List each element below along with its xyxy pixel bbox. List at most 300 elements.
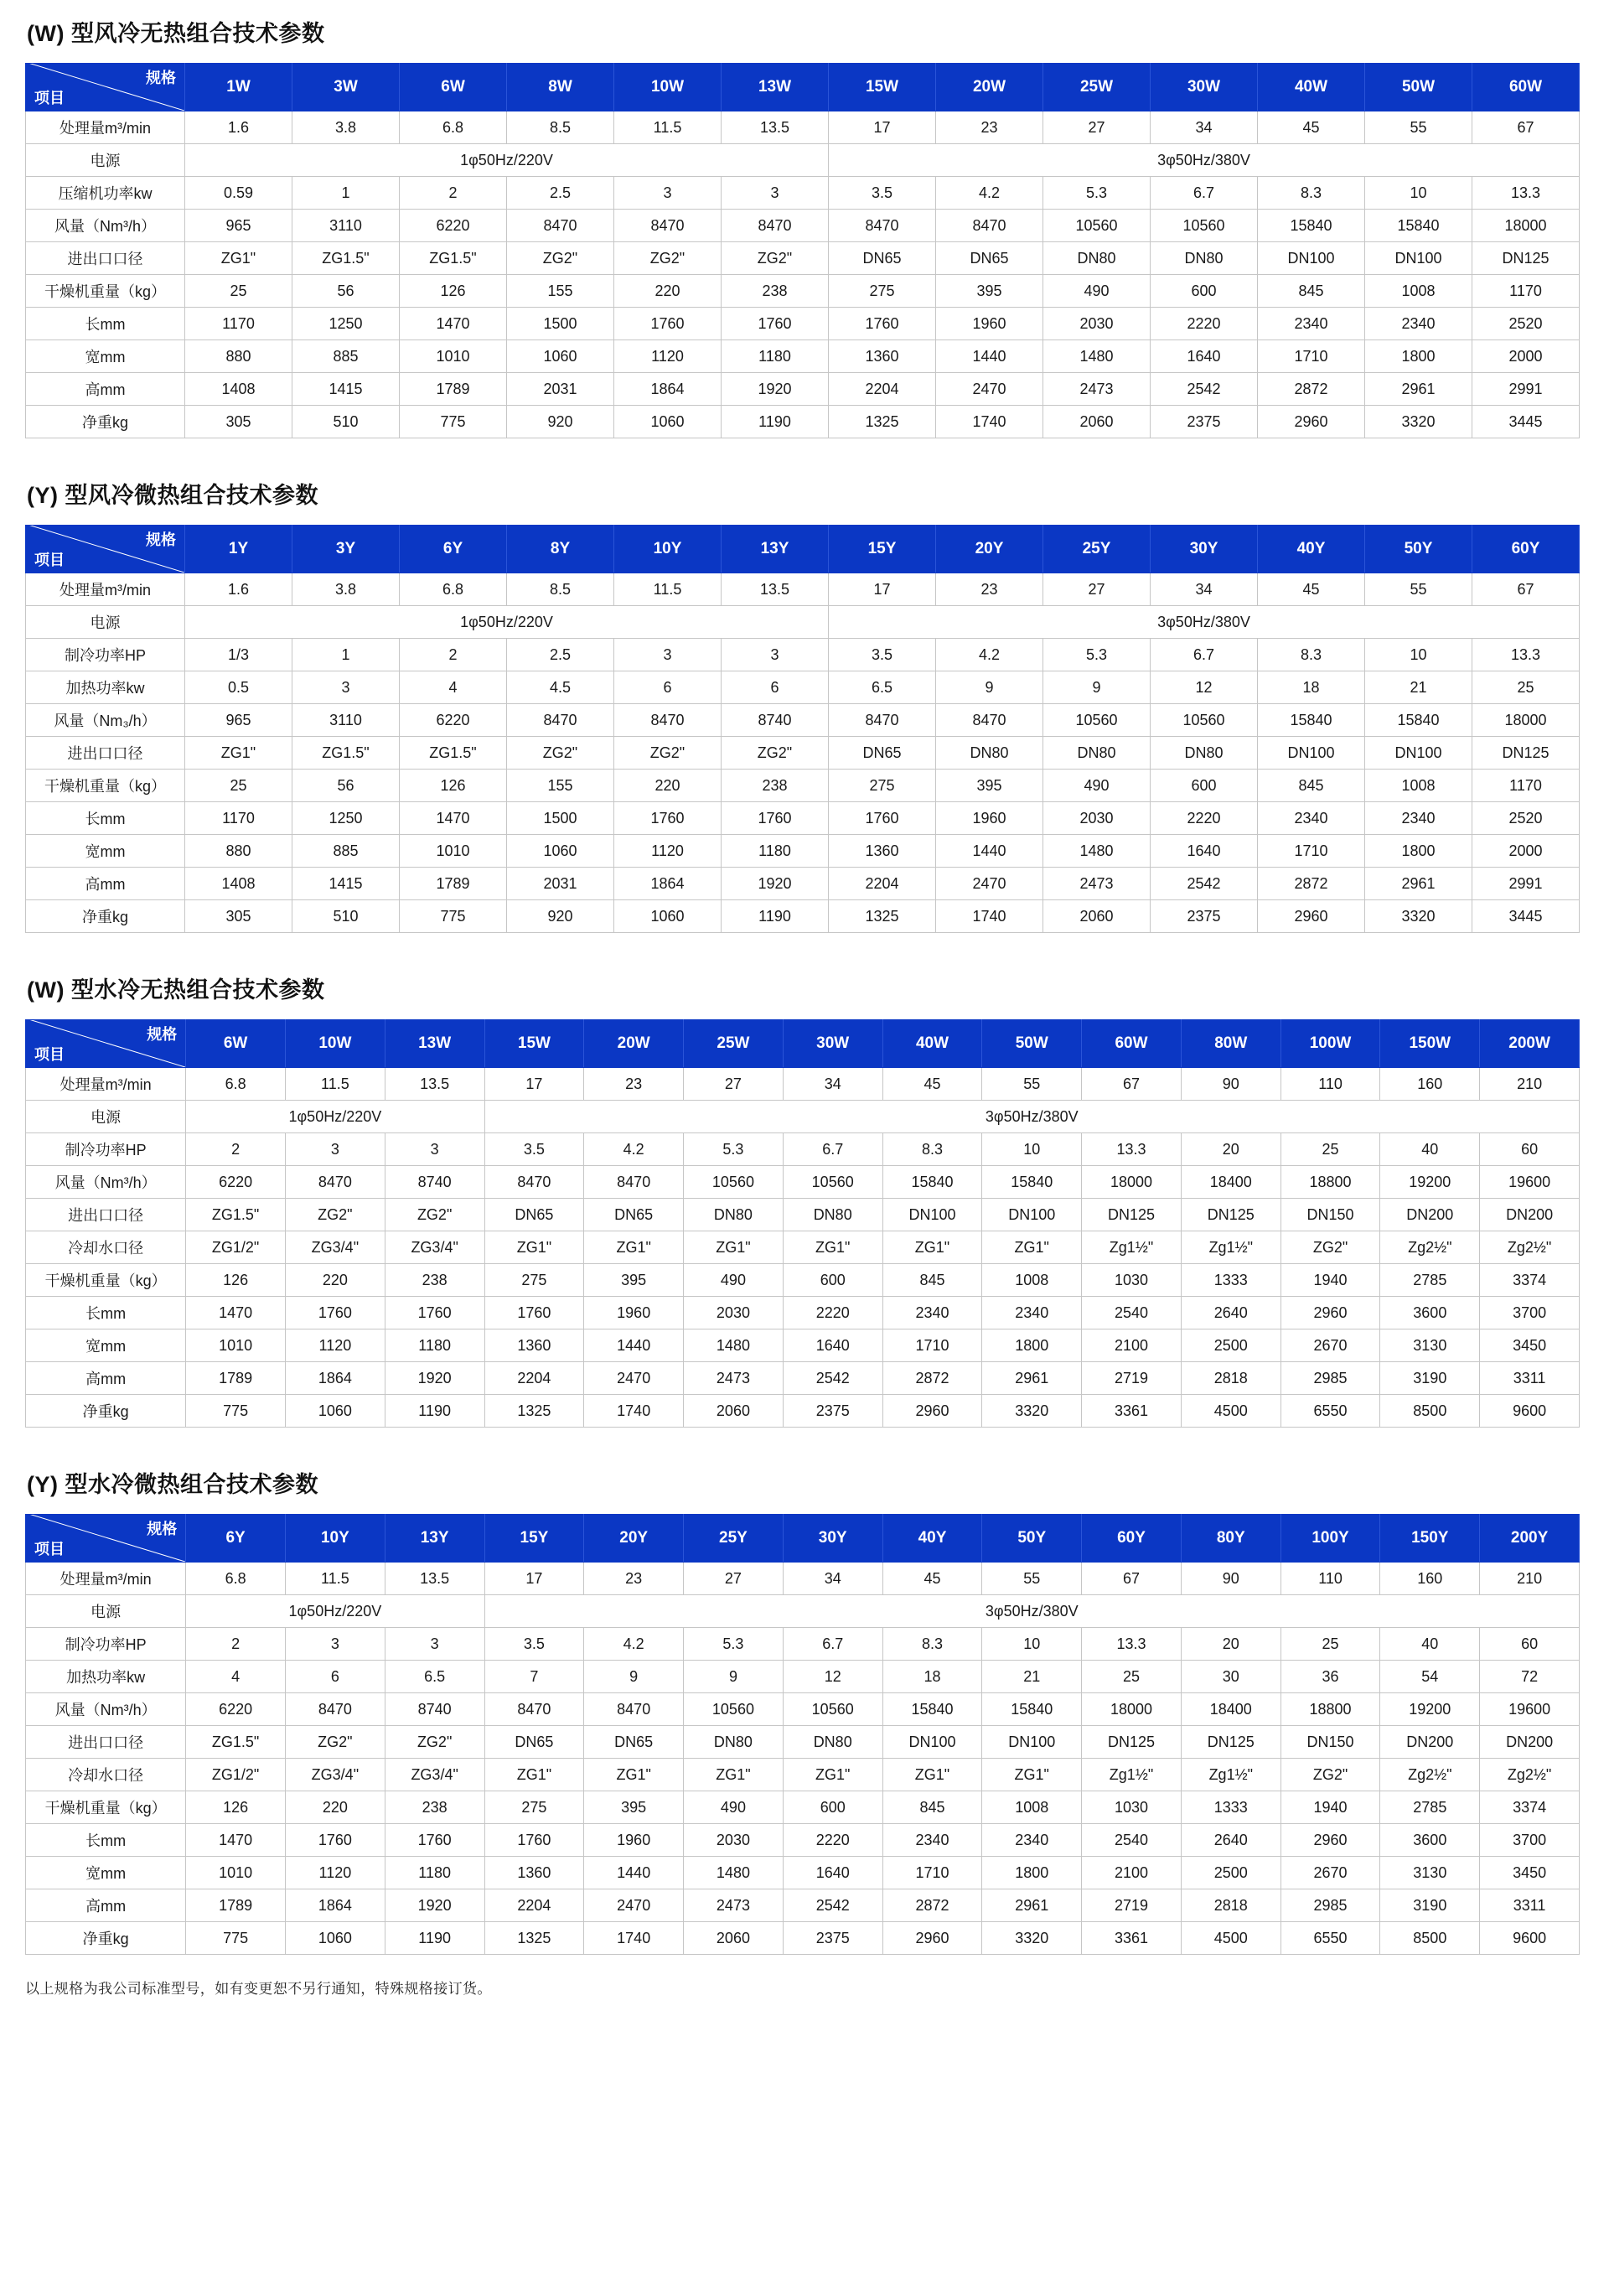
data-cell: 2540 bbox=[1082, 1297, 1182, 1329]
data-cell: 25 bbox=[185, 770, 292, 802]
data-cell: 2818 bbox=[1181, 1889, 1280, 1922]
data-cell: 1864 bbox=[286, 1362, 385, 1395]
row-label: 处理量m³/min bbox=[26, 1563, 186, 1595]
data-cell: 1480 bbox=[1043, 835, 1151, 868]
data-cell: 3374 bbox=[1480, 1791, 1580, 1824]
table-row bbox=[26, 308, 1580, 340]
data-cell: 1500 bbox=[507, 802, 614, 835]
model-header-cell: 40Y bbox=[1258, 526, 1365, 573]
data-cell: 1760 bbox=[829, 308, 936, 340]
model-header-cell: 15W bbox=[484, 1020, 584, 1068]
table-row bbox=[26, 835, 1580, 868]
data-cell: 56 bbox=[292, 275, 400, 308]
data-cell: 1920 bbox=[722, 868, 829, 900]
data-cell: 13.5 bbox=[385, 1068, 484, 1101]
data-cell: Zg2½" bbox=[1480, 1759, 1580, 1791]
row-label: 制冷功率HP bbox=[26, 1133, 186, 1166]
data-cell: 15840 bbox=[882, 1693, 982, 1726]
table-row bbox=[26, 1101, 1580, 1133]
corner-spec-label: 规格 bbox=[146, 70, 176, 86]
corner-spec-label: 规格 bbox=[147, 1521, 178, 1537]
data-cell: 1360 bbox=[829, 835, 936, 868]
table-header-row bbox=[26, 64, 1580, 111]
row-label: 电源 bbox=[26, 606, 185, 639]
data-cell: 1760 bbox=[722, 308, 829, 340]
data-cell: 1760 bbox=[722, 802, 829, 835]
table-row bbox=[26, 737, 1580, 770]
data-cell: 880 bbox=[185, 340, 292, 373]
data-cell: 8470 bbox=[936, 210, 1043, 242]
data-cell: 13.3 bbox=[1082, 1628, 1182, 1661]
data-cell: 965 bbox=[185, 210, 292, 242]
corner-spec-label: 规格 bbox=[146, 531, 176, 548]
data-cell: 4 bbox=[186, 1661, 286, 1693]
data-cell: 2985 bbox=[1280, 1889, 1380, 1922]
data-cell: 40 bbox=[1380, 1133, 1480, 1166]
data-cell: 21 bbox=[982, 1661, 1082, 1693]
data-cell: 2670 bbox=[1280, 1329, 1380, 1362]
model-header-cell: 15W bbox=[829, 64, 936, 111]
data-cell: 5.3 bbox=[1043, 639, 1151, 671]
data-cell: 1920 bbox=[722, 373, 829, 406]
data-cell: 880 bbox=[185, 835, 292, 868]
data-cell: 2473 bbox=[1043, 868, 1151, 900]
data-cell: 8470 bbox=[829, 210, 936, 242]
data-cell: 1760 bbox=[614, 802, 722, 835]
data-cell: 1120 bbox=[614, 340, 722, 373]
data-cell: 1760 bbox=[614, 308, 722, 340]
data-cell: 490 bbox=[684, 1791, 784, 1824]
data-cell: DN150 bbox=[1280, 1726, 1380, 1759]
footnote: 以上规格为我公司标准型号，如有变更恕不另行通知，特殊规格接订货。 bbox=[25, 1981, 492, 1997]
row-label: 进出口口径 bbox=[26, 1726, 186, 1759]
data-cell: 220 bbox=[286, 1791, 385, 1824]
data-cell: 210 bbox=[1480, 1563, 1580, 1595]
data-cell: 2340 bbox=[1365, 802, 1472, 835]
data-cell: 1008 bbox=[982, 1264, 1082, 1297]
data-cell: 13.5 bbox=[722, 573, 829, 606]
data-cell: 10 bbox=[1365, 177, 1472, 210]
row-label: 宽mm bbox=[26, 835, 185, 868]
model-header-cell: 20W bbox=[584, 1020, 684, 1068]
data-cell: DN125 bbox=[1082, 1726, 1182, 1759]
spec-sections bbox=[25, 15, 1575, 1955]
data-cell: 54 bbox=[1380, 1661, 1480, 1693]
header-corner-cell bbox=[26, 1020, 186, 1068]
data-cell: 2204 bbox=[484, 1889, 584, 1922]
spec-table bbox=[25, 1514, 1580, 1955]
data-cell: 10560 bbox=[684, 1166, 784, 1199]
table-row bbox=[26, 1693, 1580, 1726]
data-cell: 19200 bbox=[1380, 1693, 1480, 1726]
data-cell: 1325 bbox=[829, 406, 936, 438]
spec-section bbox=[25, 972, 1575, 1428]
data-cell: DN65 bbox=[484, 1726, 584, 1759]
data-cell: 30 bbox=[1181, 1661, 1280, 1693]
data-cell: 2031 bbox=[507, 373, 614, 406]
section-title: (Y) 型风冷微热组合技术参数 bbox=[27, 483, 318, 508]
data-cell: ZG3/4" bbox=[385, 1759, 484, 1791]
data-cell: 2872 bbox=[882, 1889, 982, 1922]
data-cell: 3361 bbox=[1082, 1922, 1182, 1955]
data-cell: DN100 bbox=[1258, 737, 1365, 770]
data-cell: DN65 bbox=[829, 242, 936, 275]
data-cell: 2542 bbox=[783, 1889, 882, 1922]
data-cell: 3110 bbox=[292, 210, 400, 242]
table-row bbox=[26, 1068, 1580, 1101]
table-row bbox=[26, 373, 1580, 406]
data-cell: 1030 bbox=[1082, 1264, 1182, 1297]
table-row bbox=[26, 1889, 1580, 1922]
data-cell: 8470 bbox=[484, 1166, 584, 1199]
data-cell: 60 bbox=[1480, 1133, 1580, 1166]
data-cell: 25 bbox=[1280, 1133, 1380, 1166]
data-cell: 25 bbox=[1280, 1628, 1380, 1661]
data-cell: ZG1" bbox=[584, 1759, 684, 1791]
data-cell: 4.2 bbox=[584, 1133, 684, 1166]
data-cell: 2340 bbox=[882, 1297, 982, 1329]
data-cell: 36 bbox=[1280, 1661, 1380, 1693]
data-cell: 2872 bbox=[1258, 868, 1365, 900]
data-cell: 126 bbox=[186, 1791, 286, 1824]
data-cell: 238 bbox=[385, 1791, 484, 1824]
data-cell: 3445 bbox=[1472, 406, 1580, 438]
row-label: 冷却水口径 bbox=[26, 1759, 186, 1791]
data-cell: 2960 bbox=[882, 1395, 982, 1428]
data-cell: 1500 bbox=[507, 308, 614, 340]
data-cell: 1010 bbox=[186, 1329, 286, 1362]
data-cell: 3700 bbox=[1480, 1824, 1580, 1857]
data-cell: 1740 bbox=[584, 1922, 684, 1955]
data-cell: 8470 bbox=[286, 1693, 385, 1726]
data-cell: 3 bbox=[385, 1628, 484, 1661]
data-cell: 15840 bbox=[882, 1166, 982, 1199]
data-cell: 2220 bbox=[783, 1297, 882, 1329]
data-cell: ZG1" bbox=[684, 1759, 784, 1791]
data-cell: 3.8 bbox=[292, 573, 400, 606]
data-cell: 2991 bbox=[1472, 868, 1580, 900]
data-cell: DN200 bbox=[1380, 1199, 1480, 1231]
data-cell: 10560 bbox=[783, 1693, 882, 1726]
data-cell: DN80 bbox=[1151, 737, 1258, 770]
data-cell: 1440 bbox=[936, 340, 1043, 373]
data-cell: 6.8 bbox=[400, 111, 507, 144]
data-cell: 238 bbox=[385, 1264, 484, 1297]
data-cell: 1864 bbox=[614, 373, 722, 406]
data-cell: 45 bbox=[1258, 573, 1365, 606]
data-cell: 210 bbox=[1480, 1068, 1580, 1101]
data-cell: 18 bbox=[1258, 671, 1365, 704]
data-cell: 13.5 bbox=[385, 1563, 484, 1595]
data-cell: 395 bbox=[584, 1791, 684, 1824]
data-cell: 920 bbox=[507, 406, 614, 438]
data-cell: DN100 bbox=[882, 1199, 982, 1231]
data-cell: 2.5 bbox=[507, 639, 614, 671]
table-row bbox=[26, 242, 1580, 275]
row-label: 处理量m³/min bbox=[26, 573, 185, 606]
row-label: 净重kg bbox=[26, 1395, 186, 1428]
data-cell: 1010 bbox=[400, 340, 507, 373]
data-cell: 3 bbox=[722, 177, 829, 210]
data-cell: 2542 bbox=[783, 1362, 882, 1395]
data-cell: 2204 bbox=[829, 373, 936, 406]
row-label: 宽mm bbox=[26, 1329, 186, 1362]
data-cell: 1760 bbox=[286, 1297, 385, 1329]
row-label: 压缩机功率kw bbox=[26, 177, 185, 210]
data-cell: DN150 bbox=[1280, 1199, 1380, 1231]
data-cell: 1640 bbox=[1151, 835, 1258, 868]
row-label: 风量（Nm₃/h） bbox=[26, 704, 185, 737]
data-cell: 7 bbox=[484, 1661, 584, 1693]
data-cell: DN65 bbox=[584, 1726, 684, 1759]
data-cell: DN125 bbox=[1472, 737, 1580, 770]
data-cell: DN65 bbox=[829, 737, 936, 770]
data-cell: 775 bbox=[400, 406, 507, 438]
row-label: 电源 bbox=[26, 1101, 186, 1133]
data-cell: 1440 bbox=[584, 1857, 684, 1889]
data-cell: 395 bbox=[936, 275, 1043, 308]
table-row bbox=[26, 1661, 1580, 1693]
row-label: 干燥机重量（kg） bbox=[26, 1791, 186, 1824]
data-cell: 45 bbox=[1258, 111, 1365, 144]
data-cell: 8470 bbox=[286, 1166, 385, 1199]
row-label: 电源 bbox=[26, 144, 185, 177]
model-header-cell: 8W bbox=[507, 64, 614, 111]
model-header-cell: 15Y bbox=[829, 526, 936, 573]
data-cell: 600 bbox=[783, 1791, 882, 1824]
table-row bbox=[26, 900, 1580, 933]
model-header-cell: 25W bbox=[1043, 64, 1151, 111]
data-cell: 6.5 bbox=[829, 671, 936, 704]
data-cell: 10560 bbox=[1151, 210, 1258, 242]
data-cell: 1470 bbox=[400, 802, 507, 835]
data-cell: 1.6 bbox=[185, 111, 292, 144]
merged-cell: 1φ50Hz/220V bbox=[185, 144, 829, 177]
data-cell: 275 bbox=[829, 275, 936, 308]
data-cell: 3110 bbox=[292, 704, 400, 737]
data-cell: 2640 bbox=[1181, 1297, 1280, 1329]
row-label: 干燥机重量（kg） bbox=[26, 770, 185, 802]
table-row bbox=[26, 770, 1580, 802]
data-cell: 885 bbox=[292, 340, 400, 373]
data-cell: 1180 bbox=[385, 1329, 484, 1362]
data-cell: 8500 bbox=[1380, 1922, 1480, 1955]
data-cell: 2100 bbox=[1082, 1857, 1182, 1889]
data-cell: 238 bbox=[722, 770, 829, 802]
data-cell: 55 bbox=[1365, 111, 1472, 144]
data-cell: ZG1" bbox=[484, 1759, 584, 1791]
model-header-cell: 25Y bbox=[1043, 526, 1151, 573]
data-cell: 3 bbox=[722, 639, 829, 671]
data-cell: 1360 bbox=[829, 340, 936, 373]
data-cell: 2340 bbox=[882, 1824, 982, 1857]
data-cell: 15840 bbox=[1365, 704, 1472, 737]
data-cell: 3320 bbox=[1365, 406, 1472, 438]
data-cell: 1710 bbox=[1258, 835, 1365, 868]
data-cell: 90 bbox=[1181, 1068, 1280, 1101]
model-header-cell: 10Y bbox=[614, 526, 722, 573]
data-cell: 965 bbox=[185, 704, 292, 737]
table-header-row bbox=[26, 526, 1580, 573]
data-cell: DN200 bbox=[1380, 1726, 1480, 1759]
data-cell: 2340 bbox=[982, 1824, 1082, 1857]
model-header-cell: 20Y bbox=[936, 526, 1043, 573]
data-cell: 2204 bbox=[484, 1362, 584, 1395]
data-cell: ZG1.5" bbox=[186, 1199, 286, 1231]
data-cell: 25 bbox=[185, 275, 292, 308]
model-header-cell: 30Y bbox=[783, 1515, 882, 1563]
data-cell: 18000 bbox=[1472, 210, 1580, 242]
data-cell: 6.7 bbox=[783, 1133, 882, 1166]
data-cell: 6 bbox=[722, 671, 829, 704]
data-cell: 220 bbox=[286, 1264, 385, 1297]
data-cell: 8500 bbox=[1380, 1395, 1480, 1428]
data-cell: 15840 bbox=[1258, 704, 1365, 737]
data-cell: 8470 bbox=[614, 210, 722, 242]
data-cell: 2719 bbox=[1082, 1362, 1182, 1395]
data-cell: 1190 bbox=[385, 1395, 484, 1428]
data-cell: 2000 bbox=[1472, 835, 1580, 868]
data-cell: 1190 bbox=[722, 900, 829, 933]
data-cell: 1010 bbox=[186, 1857, 286, 1889]
data-cell: 6.7 bbox=[1151, 639, 1258, 671]
data-cell: 1789 bbox=[186, 1362, 286, 1395]
model-header-cell: 100Y bbox=[1280, 1515, 1380, 1563]
table-row bbox=[26, 671, 1580, 704]
data-cell: ZG1/2" bbox=[186, 1231, 286, 1264]
data-cell: 2872 bbox=[882, 1362, 982, 1395]
row-label: 进出口口径 bbox=[26, 1199, 186, 1231]
row-label: 加热功率kw bbox=[26, 1661, 186, 1693]
data-cell: 1760 bbox=[829, 802, 936, 835]
data-cell: 2375 bbox=[783, 1395, 882, 1428]
corner-item-label: 项目 bbox=[34, 1541, 65, 1557]
data-cell: ZG1" bbox=[982, 1759, 1082, 1791]
data-cell: 1180 bbox=[722, 835, 829, 868]
data-cell: 9600 bbox=[1480, 1395, 1580, 1428]
table-row bbox=[26, 1628, 1580, 1661]
data-cell: 17 bbox=[829, 111, 936, 144]
data-cell: 3320 bbox=[982, 1922, 1082, 1955]
data-cell: 13.5 bbox=[722, 111, 829, 144]
row-label: 处理量m³/min bbox=[26, 1068, 186, 1101]
data-cell: 1060 bbox=[614, 900, 722, 933]
data-cell: 2220 bbox=[1151, 308, 1258, 340]
data-cell: 12 bbox=[1151, 671, 1258, 704]
data-cell: ZG1" bbox=[484, 1231, 584, 1264]
data-cell: 845 bbox=[882, 1791, 982, 1824]
data-cell: 1864 bbox=[614, 868, 722, 900]
data-cell: 10 bbox=[1365, 639, 1472, 671]
data-cell: 510 bbox=[292, 406, 400, 438]
data-cell: 2060 bbox=[684, 1922, 784, 1955]
data-cell: 10 bbox=[982, 1628, 1082, 1661]
data-cell: 17 bbox=[829, 573, 936, 606]
data-cell: Zg1½" bbox=[1181, 1759, 1280, 1791]
data-cell: 2340 bbox=[1258, 802, 1365, 835]
data-cell: 8.3 bbox=[882, 1628, 982, 1661]
data-cell: ZG2" bbox=[1280, 1759, 1380, 1791]
row-label: 电源 bbox=[26, 1595, 186, 1628]
data-cell: 2030 bbox=[684, 1824, 784, 1857]
data-cell: 1480 bbox=[684, 1857, 784, 1889]
data-cell: 275 bbox=[829, 770, 936, 802]
data-cell: 13.3 bbox=[1472, 177, 1580, 210]
data-cell: 155 bbox=[507, 275, 614, 308]
data-cell: DN65 bbox=[484, 1199, 584, 1231]
row-label: 冷却水口径 bbox=[26, 1231, 186, 1264]
table-row bbox=[26, 1857, 1580, 1889]
data-cell: ZG2" bbox=[385, 1199, 484, 1231]
data-cell: 3.8 bbox=[292, 111, 400, 144]
data-cell: 8470 bbox=[507, 210, 614, 242]
data-cell: 2060 bbox=[684, 1395, 784, 1428]
table-row bbox=[26, 275, 1580, 308]
data-cell: 1325 bbox=[829, 900, 936, 933]
data-cell: 9 bbox=[584, 1661, 684, 1693]
data-cell: DN80 bbox=[783, 1726, 882, 1759]
data-cell: DN80 bbox=[684, 1199, 784, 1231]
model-header-cell: 13Y bbox=[722, 526, 829, 573]
data-cell: ZG2" bbox=[286, 1199, 385, 1231]
data-cell: 3311 bbox=[1480, 1362, 1580, 1395]
model-header-cell: 150Y bbox=[1380, 1515, 1480, 1563]
row-label: 干燥机重量（kg） bbox=[26, 275, 185, 308]
table-row bbox=[26, 1199, 1580, 1231]
data-cell: 5.3 bbox=[684, 1628, 784, 1661]
data-cell: 1360 bbox=[484, 1329, 584, 1362]
corner-item-label: 项目 bbox=[34, 90, 65, 106]
data-cell: 3374 bbox=[1480, 1264, 1580, 1297]
data-cell: DN80 bbox=[684, 1726, 784, 1759]
data-cell: 11.5 bbox=[614, 573, 722, 606]
table-row bbox=[26, 606, 1580, 639]
data-cell: 10560 bbox=[1043, 210, 1151, 242]
table-row bbox=[26, 406, 1580, 438]
data-cell: 0.59 bbox=[185, 177, 292, 210]
data-cell: 2204 bbox=[829, 868, 936, 900]
data-cell: 3190 bbox=[1380, 1362, 1480, 1395]
corner-item-label: 项目 bbox=[34, 1046, 65, 1063]
data-cell: 15840 bbox=[982, 1166, 1082, 1199]
data-cell: DN100 bbox=[1365, 737, 1472, 770]
data-cell: 1060 bbox=[286, 1922, 385, 1955]
data-cell: DN200 bbox=[1480, 1726, 1580, 1759]
model-header-cell: 60W bbox=[1472, 64, 1580, 111]
data-cell: 4.2 bbox=[584, 1628, 684, 1661]
data-cell: 8470 bbox=[584, 1166, 684, 1199]
data-cell: 2520 bbox=[1472, 802, 1580, 835]
model-header-cell: 200W bbox=[1480, 1020, 1580, 1068]
model-header-cell: 40Y bbox=[882, 1515, 982, 1563]
data-cell: 10560 bbox=[1151, 704, 1258, 737]
data-cell: 2961 bbox=[1365, 373, 1472, 406]
table-row bbox=[26, 1759, 1580, 1791]
data-cell: 8470 bbox=[484, 1693, 584, 1726]
model-header-cell: 10W bbox=[614, 64, 722, 111]
data-cell: 67 bbox=[1082, 1563, 1182, 1595]
data-cell: 1789 bbox=[186, 1889, 286, 1922]
data-cell: DN65 bbox=[936, 242, 1043, 275]
data-cell: 490 bbox=[1043, 275, 1151, 308]
table-row bbox=[26, 177, 1580, 210]
data-cell: 1408 bbox=[185, 373, 292, 406]
table-row bbox=[26, 1133, 1580, 1166]
model-header-cell: 20W bbox=[936, 64, 1043, 111]
row-label: 制冷功率HP bbox=[26, 639, 185, 671]
section-title: (W) 型风冷无热组合技术参数 bbox=[27, 21, 325, 46]
model-header-cell: 150W bbox=[1380, 1020, 1480, 1068]
